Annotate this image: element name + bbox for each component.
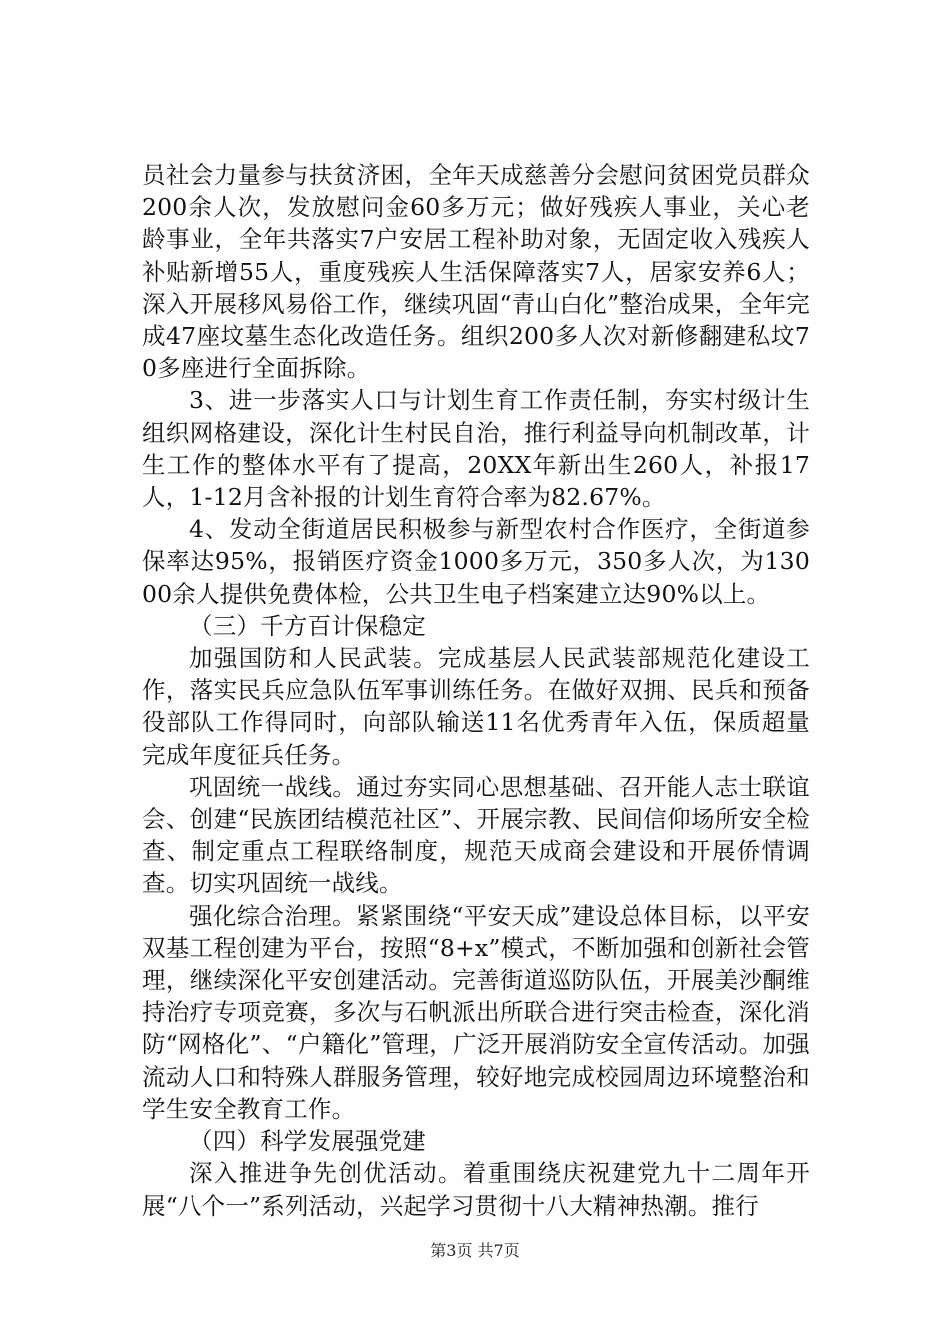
section-heading-party-building: （四）科学发展强党建 bbox=[189, 1127, 426, 1156]
paragraph-family-planning: 3、进一步落实人口与计划生育工作责任制，夯实村级计生组织网格建设，深化计生村民自治，推行利益导向机制改革，计生工作的整体水平有了提高，20XX年新出生260人，补报17人，1-12月含补报的计划生育符合率为82.67%。 bbox=[142, 386, 810, 512]
paragraph-excellence-campaign: 深入推进争先创优活动。着重围绕庆祝建党九十二周年开展“八个一”系列活动，兴起学习贯彻十八大精神热潮。推行 bbox=[142, 1159, 810, 1220]
paragraph-medical-insurance: 4、发动全街道居民积极参与新型农村合作医疗，全街道参保率达95%，报销医疗资金1000多万元，350多人次，为13000余人提供免费体检，公共卫生电子档案建立达90%以上。 bbox=[142, 515, 810, 608]
section-heading-stability: （三）千方百计保稳定 bbox=[189, 611, 426, 640]
paragraph-national-defense: 加强国防和人民武装。完成基层人民武装部规范化建设工作，落实民兵应急队伍军事训练任务。在做好双拥、民兵和预备役部队工作得同时，向部队输送11名优秀青年入伍，保质超量完成年度征兵任务。 bbox=[142, 644, 810, 769]
document-body bbox=[142, 159, 810, 1222]
paragraph-united-front: 巩固统一战线。通过夯实同心思想基础、召开能人志士联谊会、创建“民族团结模范社区”、开展宗教、民间信仰场所安全检查、制定重点工程联络制度，规范天成商会建设和开展侨情调查。切实巩固统一战线。 bbox=[142, 772, 810, 898]
paragraph-continuation: 员社会力量参与扶贫济困，全年天成慈善分会慰问贫困党员群众200余人次，发放慰问金60多万元；做好残疾人事业，关心老龄事业，全年共落实7户安居工程补助对象，无固定收入残疾人补贴新增55人，重度残疾人生活保障落实7人，居家安养6人；深入开展移风易俗工作，继续巩固“青山白化”整治成果，全年完成47座坟墓生态化改造任务。组织200多人次对新修翻建私坟70多座进行全面拆除。 bbox=[142, 161, 810, 383]
paragraph-comprehensive-governance: 强化综合治理。紧紧围绕“平安天成”建设总体目标，以平安双基工程创建为平台，按照“8+x”模式，不断加强和创新社会管理，继续深化平安创建活动。完善街道巡防队伍，开展美沙酮维持治疗专项竞赛，多次与石帆派出所联合进行突击检查，深化消防“网格化”、“户籍化”管理，广泛开展消防安全宣传活动。加强流动人口和特殊人群服务管理，较好地完成校园周边环境整治和学生安全教育工作。 bbox=[142, 901, 810, 1123]
page-footer: 第3页 共7页 bbox=[430, 1241, 520, 1260]
